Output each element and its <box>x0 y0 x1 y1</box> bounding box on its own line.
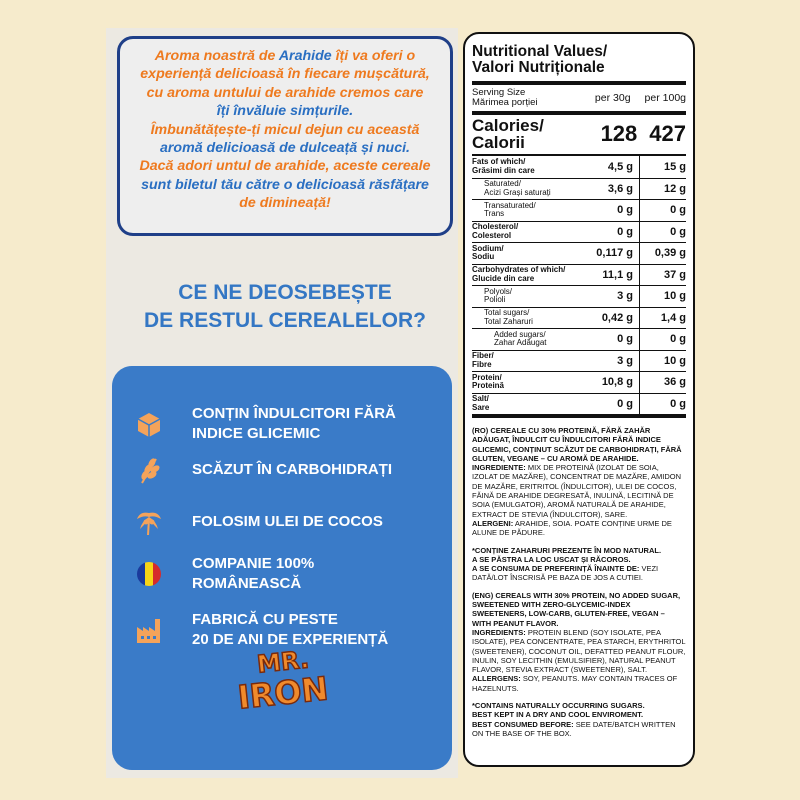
features-box <box>112 366 452 770</box>
nutrition-facts-panel <box>463 32 695 767</box>
wheat-icon <box>134 455 164 485</box>
nutrient-label <box>472 158 579 175</box>
nutrient-label <box>472 245 579 262</box>
description-run: de dimineață! <box>239 195 331 212</box>
feature-line-1: FOLOSIM ULEI DE COCOS <box>192 513 383 530</box>
nutrient-row <box>472 199 686 221</box>
nutrient-row <box>472 178 686 200</box>
feature-text <box>192 554 314 594</box>
nutrient-row <box>472 307 686 329</box>
nutrient-value-per-100g: 37 g <box>663 268 686 281</box>
headline-line-1: CE NE DEOSEBEȘTE <box>178 281 392 304</box>
nutrient-value-per-100g: 0,39 g <box>654 247 686 259</box>
nutrient-value-per-30g: 0 g <box>617 397 633 410</box>
allergens-ro-text: ARAHIDE, SOIA. POATE CONȚINE URME DE ALUNE DE PĂDURE. <box>472 518 672 538</box>
description-run: cu aroma untului de arahide cremos care <box>146 84 424 101</box>
section-headline <box>130 279 440 335</box>
feature-item <box>112 608 452 652</box>
calories-label-ro: Calorii <box>472 133 525 152</box>
nutrient-label-en: Total sugars/ <box>484 308 530 318</box>
headline-line-2: DE RESTUL CEREALELOR? <box>144 309 426 332</box>
nutrient-label-en: Polyols/ <box>484 286 513 296</box>
feature-line-1: SCĂZUT ÎN CARBOHIDRAȚI <box>192 461 392 478</box>
ingredients-en-text: PROTEIN BLEND (SOY ISOLATE, PEA ISOLATE), PEA CONCENTRATE, PEA STARCH, ERYTHRITOL (SWEETENER), COCONUT OIL, DEFATTED PEANUT FLOUR, INULIN, SOY LECITHIN (EMULSIFIER), NATURAL PEANUT FLAVOR, STEVIA EXTRACT (SWEETENER), SALT. <box>472 627 686 675</box>
ingredients-ro-intro: (RO) CEREALE CU 30% PROTEINĂ, FĂRĂ ZAHĂR ADĂUGAT, ÎNDULCIT CU ÎNDULCITORI FĂRĂ INDICE GLICEMIC, CONȚINUT SCĂZUT DE CARBOHIDRAȚI, FĂRĂ GLUTEN, VEGANE – CU AROMĂ DE ARAHIDE. <box>472 426 682 463</box>
nutrient-value-per-100g: 12 g <box>663 182 686 195</box>
feature-line-2: INDICE GLICEMIC <box>192 425 321 442</box>
feature-line-1: CONȚIN ÎNDULCITORI FĂRĂ <box>192 405 396 422</box>
note-en-1: *CONTAINS NATURALLY OCCURRING SUGARS. <box>472 701 645 711</box>
nutrient-label <box>472 202 579 219</box>
nutrient-value-per-100g: 10 g <box>663 290 686 302</box>
feature-text <box>192 512 383 532</box>
feature-line-2: ROMÂNEASCĂ <box>192 575 302 592</box>
description-run: Dacă adori untul de arahide, aceste cereale <box>139 158 431 175</box>
nutrient-row <box>472 328 686 350</box>
nutrient-value-per-100g: 15 g <box>663 160 686 173</box>
description-run: îți învăluie simțurile. <box>216 103 354 120</box>
ingredients-en-label: INGREDIENTS: <box>472 627 526 637</box>
serving-size-row <box>472 81 686 111</box>
nutrient-value-per-30g: 0 g <box>617 204 633 216</box>
feature-item <box>112 504 452 540</box>
nutrient-value-per-30g: 4,5 g <box>607 160 633 173</box>
nutrient-value-per-30g: 3 g <box>617 354 633 367</box>
feature-item <box>112 402 452 446</box>
feature-line-1: COMPANIE 100% <box>192 555 315 572</box>
nutrient-label-ro: Polioli <box>484 295 506 305</box>
nutrient-row <box>472 393 686 415</box>
nutrient-label <box>472 266 579 283</box>
nutrient-value-per-100g: 0 g <box>670 204 686 216</box>
nutrient-rows <box>472 154 686 414</box>
column-header-per-30g: per 30g <box>594 92 631 104</box>
nutrient-row <box>472 285 686 307</box>
nutrition-title-en: Nutritional Values/ <box>472 43 608 60</box>
nutrient-value-per-30g: 0,42 g <box>601 311 633 324</box>
nutrient-label-en: Protein/ <box>472 372 502 382</box>
nutrition-title-ro: Valori Nutriționale <box>472 59 605 76</box>
nutrient-label <box>472 331 579 348</box>
feature-text <box>192 610 388 650</box>
flavor-description-text <box>128 47 442 213</box>
ingredients-ro <box>472 426 686 538</box>
ingredients-ro-text: MIX DE PROTEINĂ (IZOLAT DE SOIA, IZOLAT DE MAZĂRE), CONCENTRAT DE MAZĂRE, AMIDON DE MAZĂRE, ERITRITOL (ÎNDULCITOR), ULEI DE COCOS, FĂINĂ DE ARAHIDE DEGRESATĂ, INULINĂ, LECITINĂ DE SOIA (EMULGATOR), AROMĂ NATURALĂ DE ARAHIDE, EXTRACT DE STEVIA (ÎNDULCITOR), SARE. <box>472 463 682 519</box>
ingredients-section <box>472 414 686 738</box>
nutrient-row <box>472 371 686 393</box>
feature-text <box>192 460 392 480</box>
ingredients-en-intro: (ENG) CEREALS WITH 30% PROTEIN, NO ADDED SUGAR, SWEETENED WITH ZERO-GLYCEMIC-INDEX SWEETENERS, LOW-CARB, GLUTEN-FREE, VEGAN – WITH PEANUT FLAVOR. <box>472 590 681 628</box>
allergens-en-text: SOY, PEANUTS. MAY CONTAIN TRACES OF HAZELNUTS. <box>472 674 678 693</box>
nutrient-label-ro: Total Zaharuri <box>484 316 533 326</box>
description-run: îți va oferi o <box>331 48 416 64</box>
note-en-3-text: SEE DATE/BATCH WRITTEN ON THE BASE OF THE BOX. <box>472 719 676 738</box>
nutrient-label <box>472 395 579 412</box>
mr-iron-logo <box>228 645 338 739</box>
nutrient-value-per-100g: 1,4 g <box>660 311 686 324</box>
nutrient-label <box>472 309 579 326</box>
nutrient-label-ro: Sare <box>472 402 490 412</box>
calories-row <box>472 111 686 154</box>
nutrient-value-per-100g: 10 g <box>663 354 686 367</box>
note-ro-3-text: VEZI DATĂ/LOT ÎNSCRISĂ PE BAZA DE JOS A CUTIEI. <box>472 564 659 583</box>
nutrient-label <box>472 374 579 391</box>
nutrient-value-per-30g: 10,8 g <box>601 376 633 388</box>
ingredients-ro-label: INGREDIENTE: <box>472 463 526 473</box>
description-run: Aroma noastră de <box>154 48 279 64</box>
nutrient-label-ro: Colesterol <box>472 230 512 240</box>
nutrient-value-per-30g: 0 g <box>617 225 633 238</box>
nutrient-label-en: Added sugars/ <box>494 329 546 339</box>
nutrient-value-per-100g: 36 g <box>663 376 686 388</box>
nutrient-row <box>472 350 686 372</box>
note-en-3-label: BEST CONSUMED BEFORE: <box>472 719 574 729</box>
allergens-ro-label: ALERGENI: <box>472 518 514 528</box>
calories-per-100g: 427 <box>649 121 686 146</box>
storage-notes-ro <box>472 546 686 583</box>
nutrient-label-en: Transaturated/ <box>484 200 536 210</box>
nutrient-label-en: Fiber/ <box>472 351 494 361</box>
nutrient-label <box>472 180 579 197</box>
romania-flag-icon <box>134 559 164 589</box>
nutrient-value-per-100g: 0 g <box>670 333 686 345</box>
calories-label-en: Calories/ <box>472 116 544 135</box>
note-ro-3-label: A SE CONSUMA DE PREFERINȚĂ ÎNAINTE DE: <box>472 564 640 574</box>
nutrient-label <box>472 223 579 240</box>
nutrient-value-per-30g: 3 g <box>617 290 633 302</box>
nutrient-value-per-30g: 0 g <box>617 333 633 345</box>
coconut-palm-icon <box>134 507 164 537</box>
note-ro-1: *CONȚINE ZAHARURI PREZENTE ÎN MOD NATURAL. <box>472 545 662 555</box>
nutrient-label-en: Saturated/ <box>484 179 521 189</box>
nutrition-title <box>472 34 686 76</box>
nutrient-label-ro: Fibre <box>472 359 492 369</box>
nutrient-label-ro: Proteină <box>472 381 505 391</box>
nutrient-label-en: Fats of which/ <box>472 157 526 167</box>
nutrient-label-ro: Trans <box>484 209 505 219</box>
logo-line-2: IRON <box>235 669 331 717</box>
nutrient-label-ro: Sodiu <box>472 252 495 262</box>
nutrient-label-ro: Grăsimi din care <box>472 165 535 175</box>
nutrient-value-per-100g: 0 g <box>670 397 686 410</box>
feature-line-1: FABRICĂ CU PESTE <box>192 611 338 628</box>
feature-line-2: 20 DE ANI DE EXPERIENȚĂ <box>192 631 389 648</box>
nutrient-label-ro: Glucide din care <box>472 273 535 283</box>
nutrient-label-en: Sodium/ <box>472 243 504 253</box>
feature-item <box>112 452 452 488</box>
nutrient-label-en: Carbohydrates of which/ <box>472 265 566 275</box>
nutrient-label-en: Salt/ <box>472 394 489 404</box>
feature-item <box>112 552 452 596</box>
nutrient-value-per-30g: 11,1 g <box>602 268 633 281</box>
serving-label-ro: Mărimea porției <box>472 97 538 108</box>
column-header-per-100g: per 100g <box>644 92 686 104</box>
nutrient-label-ro: Zahar Adăugat <box>494 338 547 348</box>
nutrient-label-ro: Acizi Grași saturați <box>484 187 551 197</box>
description-run: experiență delicioasă în fiecare mușcătură, <box>140 66 430 83</box>
note-en-2: BEST KEPT IN A DRY AND COOL ENVIROMENT. <box>472 710 644 720</box>
nutrient-label <box>472 352 579 369</box>
nutrient-label <box>472 288 579 305</box>
nutrient-row <box>472 221 686 243</box>
logo-line-1: MR. <box>255 645 311 679</box>
nutrient-value-per-100g: 0 g <box>670 225 686 238</box>
description-run: sunt biletul tău către o delicioasă răsfățare <box>141 176 429 193</box>
note-ro-2: A SE PĂSTRA LA LOC USCAT ȘI RĂCOROS. <box>472 554 631 564</box>
factory-icon <box>134 615 164 645</box>
storage-notes-en <box>472 701 686 738</box>
ingredients-en <box>472 591 686 693</box>
description-run: aromă delicioasă de dulceață și nuci. <box>160 140 410 157</box>
nutrient-value-per-30g: 0,117 g <box>596 247 633 259</box>
nutrient-value-per-30g: 3,6 g <box>607 182 633 195</box>
calories-per-30g: 128 <box>600 121 638 146</box>
flavor-description-box <box>117 36 453 236</box>
nutrient-row <box>472 264 686 286</box>
nutrient-row <box>472 242 686 264</box>
serving-label-en: Serving Size <box>472 87 526 98</box>
nutrient-row <box>472 156 686 178</box>
nutrient-label-en: Cholesterol/ <box>472 222 519 232</box>
sugar-cube-icon <box>134 409 164 439</box>
description-run: Arahide <box>278 48 332 64</box>
description-run: Îmbunătățește-ți micul dejun cu această <box>150 121 420 138</box>
feature-text <box>192 404 396 444</box>
allergens-en-label: ALLERGENS: <box>472 674 521 684</box>
